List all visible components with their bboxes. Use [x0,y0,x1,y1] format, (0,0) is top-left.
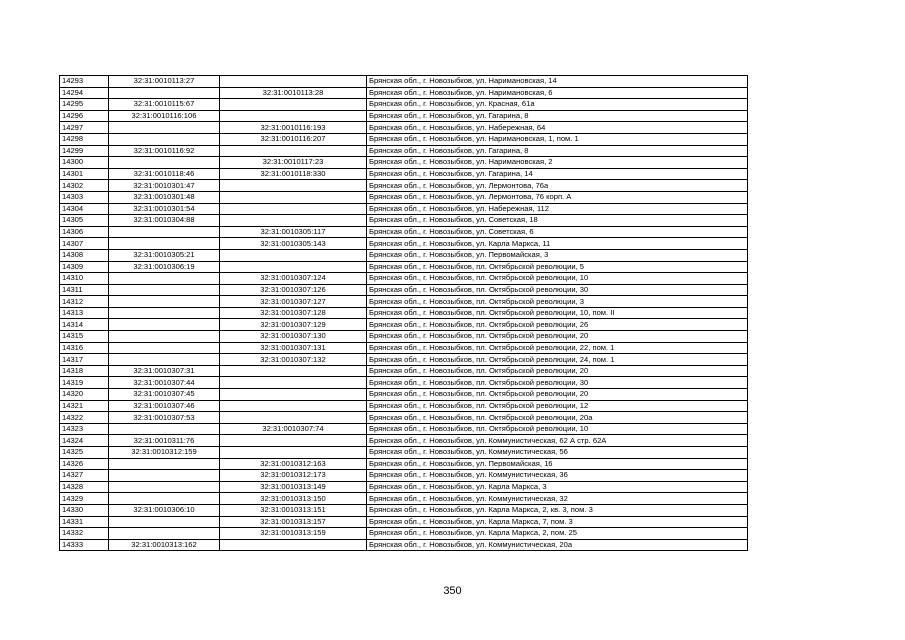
row-number-cell: 14303 [60,191,109,203]
table-row [60,203,748,215]
table-row [60,447,748,459]
row-number-cell: 14294 [60,87,109,99]
building-cadastral-number-cell: 32:31:0010307:124 [220,273,367,285]
building-cadastral-number-cell [220,412,367,424]
cadastral-number-cell [109,284,220,296]
building-cadastral-number-cell: 32:31:0010307:128 [220,307,367,319]
table-row [60,365,748,377]
address-cell: Брянская обл., г. Новозыбков, ул. Гагарина, 8 [367,145,748,157]
address-cell: Брянская обл., г. Новозыбков, пл. Октябрьской революции, 22, пом. 1 [367,342,748,354]
building-cadastral-number-cell: 32:31:0010307:131 [220,342,367,354]
building-cadastral-number-cell: 32:31:0010116:207 [220,133,367,145]
address-cell: Брянская обл., г. Новозыбков, пл. Октябрьской революции, 12 [367,400,748,412]
building-cadastral-number-cell [220,180,367,192]
building-cadastral-number-cell: 32:31:0010305:117 [220,226,367,238]
row-number-cell: 14317 [60,354,109,366]
row-number-cell: 14316 [60,342,109,354]
row-number-cell: 14311 [60,284,109,296]
building-cadastral-number-cell [220,400,367,412]
cadastral-number-cell: 32:31:0010115:67 [109,99,220,111]
row-number-cell: 14333 [60,539,109,551]
building-cadastral-number-cell [220,203,367,215]
row-number-cell: 14323 [60,423,109,435]
address-cell: Брянская обл., г. Новозыбков, ул. Лермонтова, 76а [367,180,748,192]
row-number-cell: 14306 [60,226,109,238]
table-row [60,284,748,296]
table-row [60,354,748,366]
row-number-cell: 14321 [60,400,109,412]
table-row [60,423,748,435]
row-number-cell: 14324 [60,435,109,447]
table-row [60,122,748,134]
address-cell: Брянская обл., г. Новозыбков, ул. Лермонтова, 76 корп. А [367,191,748,203]
table-row [60,273,748,285]
building-cadastral-number-cell [220,191,367,203]
building-cadastral-number-cell [220,447,367,459]
table-row [60,493,748,505]
row-number-cell: 14314 [60,319,109,331]
cadastral-number-cell: 32:31:0010116:106 [109,110,220,122]
address-cell: Брянская обл., г. Новозыбков, ул. Наримановская, 6 [367,87,748,99]
cadastral-number-cell: 32:31:0010306:10 [109,504,220,516]
row-number-cell: 14325 [60,447,109,459]
cadastral-number-cell [109,296,220,308]
cadastral-number-cell [109,238,220,250]
address-cell: Брянская обл., г. Новозыбков, пл. Октябрьской революции, 30 [367,377,748,389]
table-row [60,412,748,424]
address-cell: Брянская обл., г. Новозыбков, ул. Карла Маркса, 11 [367,238,748,250]
cadastral-number-cell [109,342,220,354]
row-number-cell: 14310 [60,273,109,285]
row-number-cell: 14331 [60,516,109,528]
building-cadastral-number-cell: 32:31:0010313:151 [220,504,367,516]
building-cadastral-number-cell: 32:31:0010116:193 [220,122,367,134]
address-cell: Брянская обл., г. Новозыбков, ул. Набережная, 64 [367,122,748,134]
building-cadastral-number-cell: 32:31:0010307:126 [220,284,367,296]
table-row [60,168,748,180]
address-cell: Брянская обл., г. Новозыбков, ул. Коммунистическая, 20а [367,539,748,551]
address-cell: Брянская обл., г. Новозыбков, ул. Наримановская, 1, пом. 1 [367,133,748,145]
building-cadastral-number-cell [220,539,367,551]
row-number-cell: 14313 [60,307,109,319]
cadastral-number-cell: 32:31:0010113:27 [109,76,220,88]
cadastral-number-cell: 32:31:0010313:162 [109,539,220,551]
table-row [60,99,748,111]
building-cadastral-number-cell [220,99,367,111]
building-cadastral-number-cell: 32:31:0010305:143 [220,238,367,250]
cadastral-number-cell: 32:31:0010307:45 [109,389,220,401]
cadastral-number-cell: 32:31:0010301:47 [109,180,220,192]
cadastral-number-cell: 32:31:0010118:46 [109,168,220,180]
address-cell: Брянская обл., г. Новозыбков, ул. Гагарина, 14 [367,168,748,180]
table-row [60,528,748,540]
table-row [60,238,748,250]
cadastral-number-cell [109,423,220,435]
address-cell: Брянская обл., г. Новозыбков, ул. Коммунистическая, 32 [367,493,748,505]
row-number-cell: 14329 [60,493,109,505]
row-number-cell: 14301 [60,168,109,180]
row-number-cell: 14320 [60,389,109,401]
building-cadastral-number-cell [220,377,367,389]
address-cell: Брянская обл., г. Новозыбков, ул. Наримановская, 2 [367,157,748,169]
table-row [60,215,748,227]
cadastral-number-cell [109,516,220,528]
building-cadastral-number-cell [220,389,367,401]
table-row [60,296,748,308]
cadastral-number-cell [109,481,220,493]
row-number-cell: 14298 [60,133,109,145]
building-cadastral-number-cell: 32:31:0010313:150 [220,493,367,505]
cadastral-number-cell: 32:31:0010312:159 [109,447,220,459]
cadastral-number-cell [109,226,220,238]
table-row [60,458,748,470]
cadastral-number-cell: 32:31:0010306:19 [109,261,220,273]
address-cell: Брянская обл., г. Новозыбков, ул. Коммунистическая, 56 [367,447,748,459]
address-cell: Брянская обл., г. Новозыбков, ул. Карла Маркса, 2, кв. 3, пом. 3 [367,504,748,516]
address-cell: Брянская обл., г. Новозыбков, ул. Карла Маркса, 2, пом. 25 [367,528,748,540]
table-row [60,516,748,528]
address-cell: Брянская обл., г. Новозыбков, пл. Октябрьской революции, 10 [367,423,748,435]
address-cell: Брянская обл., г. Новозыбков, пл. Октябрьской революции, 20а [367,412,748,424]
cadastral-number-cell: 32:31:0010305:21 [109,249,220,261]
building-cadastral-number-cell [220,261,367,273]
building-cadastral-number-cell: 32:31:0010118:330 [220,168,367,180]
cadastral-number-cell: 32:31:0010301:54 [109,203,220,215]
table-row [60,110,748,122]
row-number-cell: 14312 [60,296,109,308]
building-cadastral-number-cell: 32:31:0010307:127 [220,296,367,308]
cadastral-number-cell [109,273,220,285]
cadastral-number-cell: 32:31:0010301:48 [109,191,220,203]
cadastral-number-cell: 32:31:0010116:92 [109,145,220,157]
row-number-cell: 14299 [60,145,109,157]
building-cadastral-number-cell: 32:31:0010307:74 [220,423,367,435]
table-row [60,435,748,447]
building-cadastral-number-cell: 32:31:0010313:159 [220,528,367,540]
address-cell: Брянская обл., г. Новозыбков, пл. Октябрьской революции, 24, пом. 1 [367,354,748,366]
table-row [60,87,748,99]
table-row [60,191,748,203]
address-cell: Брянская обл., г. Новозыбков, ул. Коммунистическая, 62 А стр. 62А [367,435,748,447]
address-cell: Брянская обл., г. Новозыбков, ул. Набережная, 112 [367,203,748,215]
cadastral-number-cell [109,528,220,540]
building-cadastral-number-cell: 32:31:0010313:149 [220,481,367,493]
row-number-cell: 14304 [60,203,109,215]
cadastral-number-cell [109,133,220,145]
table-row [60,261,748,273]
address-cell: Брянская обл., г. Новозыбков, пл. Октябрьской революции, 20 [367,365,748,377]
cadastral-number-cell [109,157,220,169]
cadastral-number-cell [109,307,220,319]
table-row [60,249,748,261]
building-cadastral-number-cell: 32:31:0010113:28 [220,87,367,99]
row-number-cell: 14296 [60,110,109,122]
cadastral-number-cell: 32:31:0010307:44 [109,377,220,389]
cadastral-number-cell: 32:31:0010311:76 [109,435,220,447]
row-number-cell: 14328 [60,481,109,493]
table-row [60,319,748,331]
address-cell: Брянская обл., г. Новозыбков, пл. Октябрьской революции, 5 [367,261,748,273]
building-cadastral-number-cell [220,76,367,88]
address-cell: Брянская обл., г. Новозыбков, ул. Наримановская, 14 [367,76,748,88]
cadastral-number-cell: 32:31:0010307:46 [109,400,220,412]
building-cadastral-number-cell [220,145,367,157]
address-cell: Брянская обл., г. Новозыбков, ул. Карла Маркса, 7, пом. 3 [367,516,748,528]
address-cell: Брянская обл., г. Новозыбков, пл. Октябрьской революции, 26 [367,319,748,331]
building-cadastral-number-cell: 32:31:0010307:132 [220,354,367,366]
row-number-cell: 14326 [60,458,109,470]
registry-table-body [60,76,748,551]
row-number-cell: 14307 [60,238,109,250]
cadastral-number-cell: 32:31:0010307:31 [109,365,220,377]
building-cadastral-number-cell [220,365,367,377]
building-cadastral-number-cell: 32:31:0010307:129 [220,319,367,331]
row-number-cell: 14319 [60,377,109,389]
address-cell: Брянская обл., г. Новозыбков, пл. Октябрьской революции, 30 [367,284,748,296]
building-cadastral-number-cell: 32:31:0010312:163 [220,458,367,470]
table-row [60,470,748,482]
row-number-cell: 14297 [60,122,109,134]
address-cell: Брянская обл., г. Новозыбков, пл. Октябрьской революции, 20 [367,389,748,401]
row-number-cell: 14327 [60,470,109,482]
address-cell: Брянская обл., г. Новозыбков, ул. Первомайская, 3 [367,249,748,261]
table-row [60,504,748,516]
address-cell: Брянская обл., г. Новозыбков, пл. Октябрьской революции, 10 [367,273,748,285]
cadastral-number-cell: 32:31:0010307:53 [109,412,220,424]
building-cadastral-number-cell [220,435,367,447]
address-cell: Брянская обл., г. Новозыбков, пл. Октябрьской революции, 20 [367,331,748,343]
building-cadastral-number-cell: 32:31:0010117:23 [220,157,367,169]
building-cadastral-number-cell [220,249,367,261]
address-cell: Брянская обл., г. Новозыбков, ул. Красная, 61а [367,99,748,111]
property-registry-table [59,75,748,551]
row-number-cell: 14330 [60,504,109,516]
row-number-cell: 14302 [60,180,109,192]
address-cell: Брянская обл., г. Новозыбков, ул. Советская, 6 [367,226,748,238]
table-row [60,307,748,319]
building-cadastral-number-cell [220,110,367,122]
table-row [60,342,748,354]
table-row [60,481,748,493]
building-cadastral-number-cell: 32:31:0010312:173 [220,470,367,482]
table-row [60,226,748,238]
cadastral-number-cell [109,319,220,331]
row-number-cell: 14308 [60,249,109,261]
table-row [60,539,748,551]
building-cadastral-number-cell: 32:31:0010313:157 [220,516,367,528]
row-number-cell: 14295 [60,99,109,111]
table-row [60,331,748,343]
table-row [60,389,748,401]
address-cell: Брянская обл., г. Новозыбков, ул. Советская, 18 [367,215,748,227]
cadastral-number-cell [109,470,220,482]
row-number-cell: 14309 [60,261,109,273]
address-cell: Брянская обл., г. Новозыбков, ул. Гагарина, 8 [367,110,748,122]
address-cell: Брянская обл., г. Новозыбков, ул. Коммунистическая, 36 [367,470,748,482]
row-number-cell: 14332 [60,528,109,540]
cadastral-number-cell: 32:31:0010304:88 [109,215,220,227]
cadastral-number-cell [109,122,220,134]
table-row [60,133,748,145]
address-cell: Брянская обл., г. Новозыбков, ул. Первомайская, 16 [367,458,748,470]
table-row [60,400,748,412]
table-row [60,145,748,157]
cadastral-number-cell [109,354,220,366]
row-number-cell: 14305 [60,215,109,227]
row-number-cell: 14300 [60,157,109,169]
table-row [60,180,748,192]
building-cadastral-number-cell [220,215,367,227]
table-row [60,377,748,389]
building-cadastral-number-cell: 32:31:0010307:130 [220,331,367,343]
address-cell: Брянская обл., г. Новозыбков, пл. Октябрьской революции, 10, пом. II [367,307,748,319]
row-number-cell: 14315 [60,331,109,343]
cadastral-number-cell [109,493,220,505]
row-number-cell: 14293 [60,76,109,88]
page-number: 350 [443,585,462,597]
table-row [60,76,748,88]
cadastral-number-cell [109,331,220,343]
table-row [60,157,748,169]
cadastral-number-cell [109,458,220,470]
address-cell: Брянская обл., г. Новозыбков, пл. Октябрьской революции, 3 [367,296,748,308]
cadastral-number-cell [109,87,220,99]
row-number-cell: 14322 [60,412,109,424]
row-number-cell: 14318 [60,365,109,377]
address-cell: Брянская обл., г. Новозыбков, ул. Карла Маркса, 3 [367,481,748,493]
